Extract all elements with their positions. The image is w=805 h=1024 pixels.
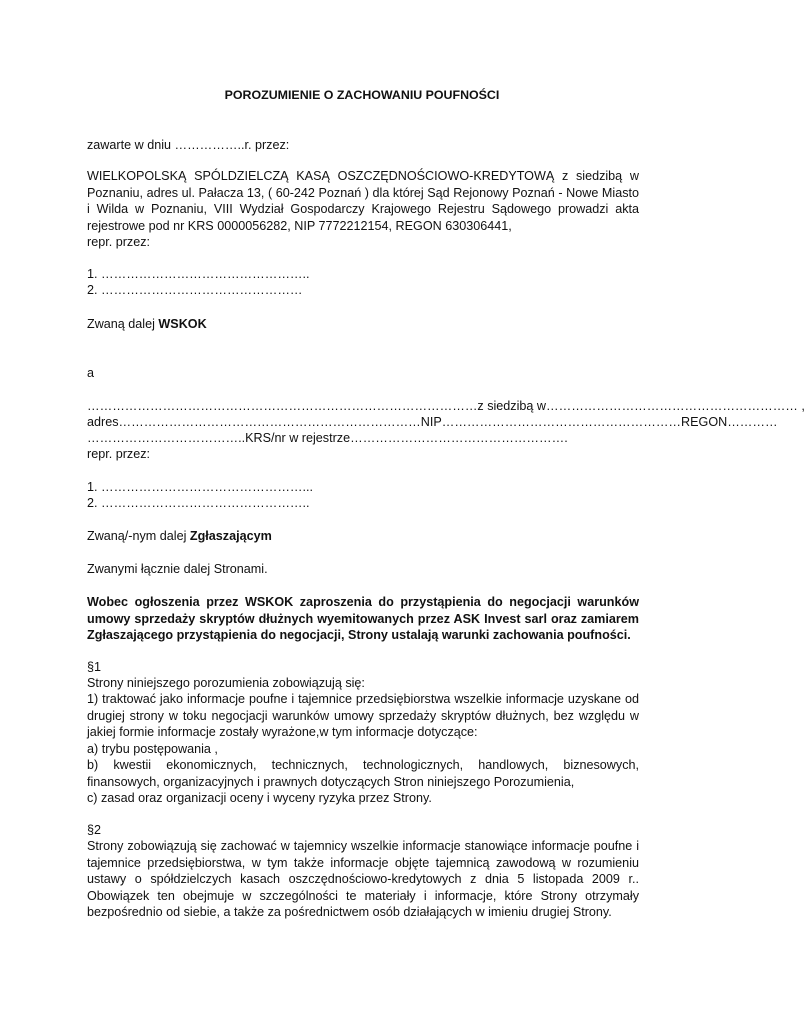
- party2-line-3: ………………………………..KRS/nr w rejestrze…………………………………………….: [87, 431, 568, 445]
- party1-called: [87, 316, 639, 333]
- and-text: a: [87, 366, 95, 380]
- preamble: Wobec ogłoszenia przez WSKOK zaproszenia do przystąpienia do negocjacji warunków umowy sprzedaży skryptów dłużnych wyemitowanych przez ASK Invest sarl oraz zamiarem Zgłaszającego przystąpienia do negocjacji, Strony ustalają warunki zachowania poufności.: [87, 595, 639, 643]
- section-1-item-b: b) kwestii ekonomicznych, technicznych, technologicznych, handlowych, biznesowych, finansowych, organizacyjnych i prawnych dotyczących Stron niniejszego Porozumienia,: [87, 758, 639, 789]
- party2-repr-label: repr. przez:: [87, 447, 150, 461]
- party2-line-2: adres………………………………………………………………NIP…………………………………………………REGON…………: [87, 415, 778, 429]
- party1-rep-2: 2. …………………………………………: [87, 283, 303, 297]
- jointly-text: Zwanymi łącznie dalej Stronami.: [87, 562, 268, 576]
- party2-called-name: Zgłaszającym: [189, 529, 272, 543]
- party2-line-1: …………………………………………………………………………………z siedzibą w…………………………………………………… ,: [87, 399, 805, 413]
- party1-called-prefix: Zwaną dalej: [87, 317, 159, 331]
- section-2-text: Strony zobowiązują się zachować w tajemnicy wszelkie informacje stanowiące informacje poufne i tajemnice przedsiębiorstwa, w tym także informacje objęte tajemnicą zawodową w rozumieniu ustawy o spółdzielczych kasach oszczędnościowo-kredytowych z dnia 5 listopada 2009 r.. Obowiązek ten obejmuje w szczególności te materiały i informacje, które Strony otrzymały bezpośrednio od siebie, a także za pośrednictwem osób działających w imieniu drugiej Strony.: [87, 839, 639, 920]
- section-1-intro: Strony niniejszego porozumienia zobowiązują się:: [87, 676, 365, 690]
- concluded-line: zawarte w dniu ……………..r. przez:: [87, 138, 290, 152]
- document-title: POROZUMIENIE O ZACHOWANIU POUFNOŚCI: [224, 88, 500, 102]
- party1-rep-1: 1. …………………………………………..: [87, 267, 310, 281]
- party2-called-prefix: Zwaną/-nym dalej: [87, 529, 190, 543]
- section-1-point-1: 1) traktować jako informacje poufne i tajemnice przedsiębiorstwa wszelkie informacje uzyskane od drugiej strony w toku negocjacji warunków umowy sprzedaży skryptów dłużnych, bez względu w jakiej formie informacje zostały wyrażone,w tym informacje dotyczące:: [87, 692, 639, 740]
- party2-called: [87, 528, 639, 545]
- party1-description: WIELKOPOLSKĄ SPÓLDZIELCZĄ KASĄ OSZCZĘDNOŚCIOWO-KREDYTOWĄ z siedzibą w Poznaniu, adres ul. Pałacza 13, ( 60-242 Poznań ) dla której Sąd Rejonowy Poznań - Nowe Miasto i Wilda w Poznaniu, VIII Wydział Gospodarczy Krajowego Rejestru Sądowego prowadzi akta rejestrowe pod nr KRS 0000056282, NIP 7772212154, REGON 630306441,: [87, 169, 639, 233]
- party2-rep-2: 2. …………………………………………..: [87, 496, 310, 510]
- section-1-heading: §1: [87, 660, 102, 674]
- party2-rep-1: 1. …………………………………………...: [87, 480, 313, 494]
- section-1-item-a: a) trybu postępowania ,: [87, 742, 218, 756]
- party1-called-name: WSKOK: [158, 317, 207, 331]
- section-2-heading: §2: [87, 823, 102, 837]
- section-1-item-c: c) zasad oraz organizacji oceny i wyceny ryzyka przez Strony.: [87, 791, 432, 805]
- party1-repr-label: repr. przez:: [87, 235, 150, 249]
